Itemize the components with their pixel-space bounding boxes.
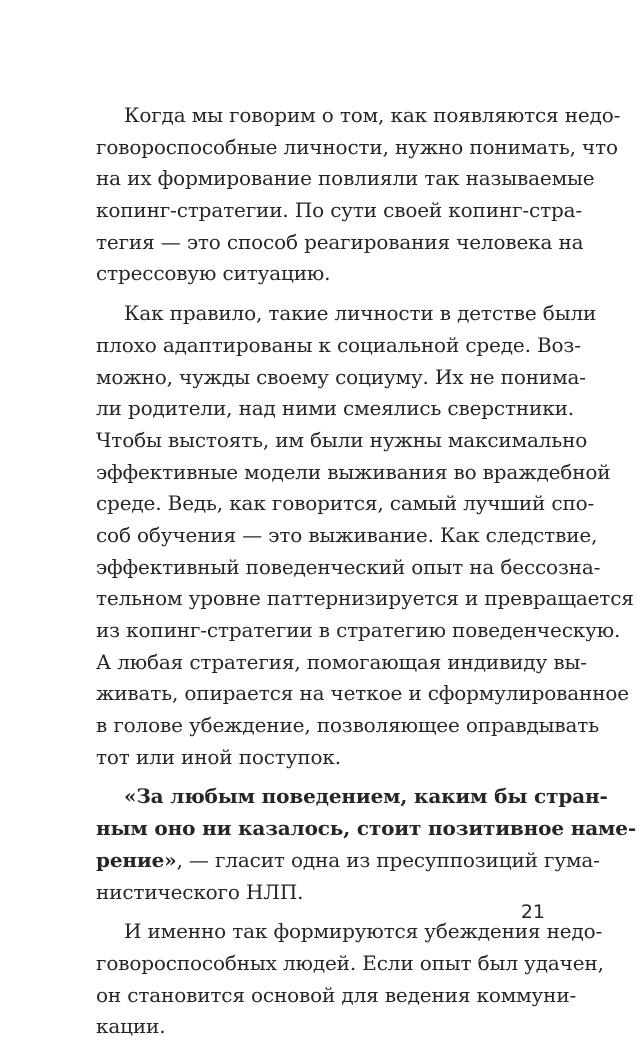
quote-tail: , — гласит одна из пресуппозиций гума- (176, 847, 600, 872)
text-line: плохо адаптированы к социальной среде. Воз- (96, 332, 581, 357)
text-line: А любая стратегия, помогающая индивиду вы- (96, 649, 587, 674)
text-line (96, 845, 600, 877)
text-line: в голове убеждение, позволяющее оправдывать (96, 713, 599, 738)
text-line: среде. Ведь, как говорится, самый лучший спо- (96, 491, 595, 516)
page-number: 21 (520, 901, 545, 923)
paragraph-1 (96, 100, 621, 290)
quote-end: рение» (96, 847, 177, 872)
text-line: тегия — это способ реагирования человека на (96, 229, 584, 254)
text-line: кации. (96, 1014, 166, 1039)
quote-line: ным оно ни казалось, стоит позитивное наме- (96, 816, 636, 841)
text-line: соб обучения — это выживание. Как следствие, (96, 522, 598, 547)
text-line: эффективный поведенческий опыт на бессозна- (96, 554, 601, 579)
text-line: на их формирование повлияли так называемые (96, 166, 595, 191)
paragraph-3 (96, 781, 636, 908)
text-line: говороспособные личности, нужно понимать, что (96, 134, 618, 159)
body-text (96, 100, 636, 1043)
text-line: эффективные модели выживания во враждебной (96, 459, 611, 484)
text-line: говороспособных людей. Если опыт был удачен, (96, 950, 604, 975)
text-line: из копинг-стратегии в стратегию поведенческую. (96, 618, 621, 642)
text-line: нистического НЛП. (96, 879, 304, 904)
text-line: Когда мы говорим о том, как появляются недо- (124, 103, 621, 127)
text-line: Как правило, такие личности в детстве были (124, 301, 597, 326)
text-line: Чтобы выстоять, им были нужны максимально (96, 427, 588, 452)
text-line: он становится основой для ведения коммуни- (96, 982, 577, 1007)
text-line: можно, чужды своему социуму. Их не понима- (96, 364, 586, 389)
text-line: тельном уровне паттернизируется и превращается (96, 586, 634, 611)
text-line: копинг-стратегии. По сути своей копинг-стра- (96, 198, 583, 223)
paragraph-4 (96, 916, 604, 1043)
text-line: стрессовую ситуацию. (96, 261, 331, 286)
text-line: живать, опирается на четкое и сформулированное (96, 681, 629, 706)
text-line: тот или иной поступок. (96, 744, 341, 769)
paragraph-2 (96, 298, 634, 773)
text-line: И именно так формируются убеждения недо- (124, 919, 603, 944)
text-line: ли родители, над ними смеялись сверстники. (96, 396, 574, 421)
quote-line: «За любым поведением, каким бы стран- (124, 784, 608, 809)
